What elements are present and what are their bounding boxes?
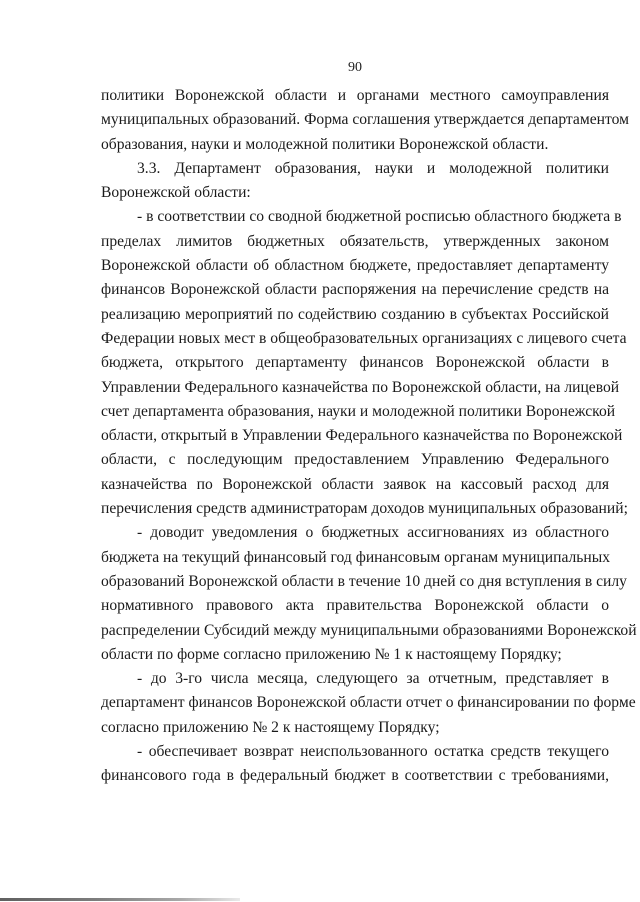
text-line: области, с последующим предоставлением Управлению Федерального: [101, 451, 609, 469]
text-line: области по форме согласно приложению № 1 к настоящему Порядку;: [101, 645, 562, 663]
text-line: Воронежской области:: [101, 184, 251, 202]
document-body: [101, 84, 637, 789]
text-line: согласно приложению № 2 к настоящему Порядку;: [101, 718, 440, 736]
list-item-paragraph: [101, 205, 628, 521]
text-line: муниципальных образований. Форма соглашения утверждается департаментом: [101, 111, 629, 129]
text-line: департамент финансов Воронежской области отчет о финансировании по форме: [101, 694, 636, 712]
list-item-paragraph: [101, 740, 609, 789]
text-line: - обеспечивает возврат неиспользованного остатка средств текущего: [137, 743, 609, 761]
text-line: реализацию мероприятий по содействию созданию в субъектах Российской: [101, 305, 609, 323]
list-item-paragraph: [101, 667, 636, 740]
list-item-paragraph: [101, 521, 637, 667]
text-line: распределении Субсидий между муниципальными образованиями Воронежской: [101, 621, 637, 639]
text-line: 3.3. Департамент образования, науки и молодежной политики: [137, 159, 609, 177]
text-line: бюджета, открытого департаменту финансов Воронежской области в: [101, 354, 609, 372]
text-line: образования, науки и молодежной политики Воронежской области.: [101, 135, 549, 153]
text-line: пределах лимитов бюджетных обязательств, утвержденных законом: [101, 232, 609, 250]
text-line: - доводит уведомления о бюджетных ассигнованиях из областного: [137, 524, 609, 542]
text-line: нормативного правового акта правительства Воронежской области о: [101, 597, 609, 615]
page-number: 90: [348, 60, 362, 75]
text-line: Управлении Федерального казначейства по Воронежской области, на лицевой: [101, 378, 620, 396]
text-line: - до 3-го числа месяца, следующего за отчетным, представляет в: [137, 670, 609, 688]
text-line: бюджета на текущий финансовый год финансовым органам муниципальных: [101, 548, 611, 566]
text-line: перечисления средств администраторам доходов муниципальных образований;: [101, 500, 628, 518]
text-line: казначейства по Воронежской области заявок на кассовый расход для: [101, 475, 609, 493]
text-line: Федерации новых мест в общеобразовательных организациях с лицевого счета: [101, 329, 627, 347]
text-line: области, открытый в Управлении Федерального казначейства по Воронежской: [101, 427, 623, 445]
text-line: счет департамента образования, науки и молодежной политики Воронежской: [101, 402, 616, 420]
paragraph-section-3-3: [101, 157, 609, 206]
text-line: финансов Воронежской области распоряжения на перечисление средств на: [101, 281, 609, 299]
text-line: - в соответствии со сводной бюджетной росписью областного бюджета в: [137, 208, 622, 226]
scan-edge-artifact: [0, 898, 240, 901]
text-line: финансового года в федеральный бюджет в соответствии с требованиями,: [101, 767, 609, 785]
text-line: образований Воронежской области в течение 10 дней со дня вступления в силу: [101, 572, 627, 590]
paragraph: [101, 84, 629, 157]
text-line: политики Воронежской области и органами местного самоуправления: [101, 87, 609, 104]
text-line: Воронежской области об областном бюджете, предоставляет департаменту: [101, 257, 609, 275]
